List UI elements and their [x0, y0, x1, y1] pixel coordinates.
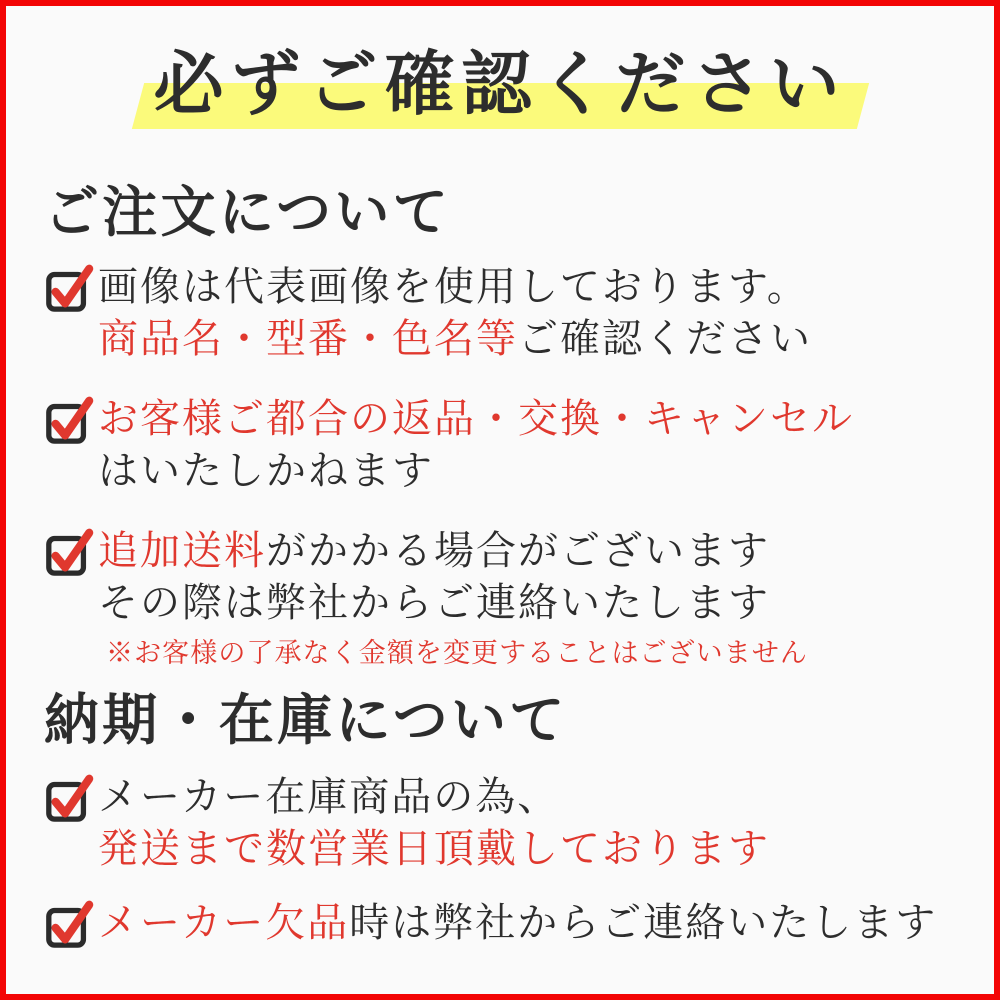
- text-segment-red: 商品名・型番・色名等: [98, 316, 518, 362]
- text-segment-red: お客様ご都合の返品・交換・キャンセル: [98, 396, 854, 442]
- checkbox-checked-icon: [44, 773, 94, 823]
- item-text: [98, 393, 854, 497]
- checkbox-checked-icon: [44, 899, 94, 949]
- text-segment: ご確認ください: [518, 316, 812, 362]
- text-segment: 画像は代表画像を使用しております。: [98, 264, 809, 310]
- checklist-item-no-returns: [44, 393, 956, 497]
- text-segment: がかかる場合がございます: [266, 528, 770, 574]
- text-segment: メーカー在庫商品の為、: [98, 773, 560, 820]
- checklist-item-extra-shipping: [44, 525, 956, 671]
- item-line: [98, 261, 812, 313]
- section-heading-order: ご注文について: [44, 179, 452, 244]
- section-heading-stock: 納期・在庫について: [44, 686, 568, 752]
- checkbox-checked-icon: [44, 527, 94, 577]
- text-segment: はいたしかねます: [98, 448, 434, 494]
- text-segment: その際は弊社からご連絡いたします: [98, 580, 770, 626]
- checklist-item-maker-stock: [44, 771, 956, 875]
- text-segment-red: 追加送料: [98, 528, 266, 574]
- text-segment-red: メーカー欠品: [98, 899, 350, 946]
- title-wrap: [154, 38, 847, 129]
- title-row: [44, 38, 956, 129]
- item-line: [98, 525, 808, 577]
- item-line: [98, 823, 770, 875]
- checkbox-checked-icon: [44, 263, 94, 313]
- item-text: [98, 261, 812, 365]
- item-line: [98, 577, 808, 629]
- item-line: [98, 393, 854, 445]
- text-segment-red: 発送まで数営業日頂戴しております: [98, 825, 770, 872]
- page-title: 必ずご確認ください: [153, 42, 847, 125]
- item-text: [98, 771, 770, 875]
- item-note: ※お客様の了承なく金額を変更することはございません: [106, 638, 808, 669]
- checklist-item-representative-image: [44, 261, 956, 365]
- checklist-item-maker-shortage: [44, 897, 956, 949]
- checkbox-checked-icon: [44, 395, 94, 445]
- item-line: [98, 897, 937, 949]
- item-line: [98, 445, 854, 497]
- item-text: [98, 897, 937, 949]
- item-text: [98, 525, 808, 671]
- item-line: [98, 313, 812, 365]
- item-line: [98, 771, 770, 823]
- text-segment: 時は弊社からご連絡いたします: [349, 899, 938, 946]
